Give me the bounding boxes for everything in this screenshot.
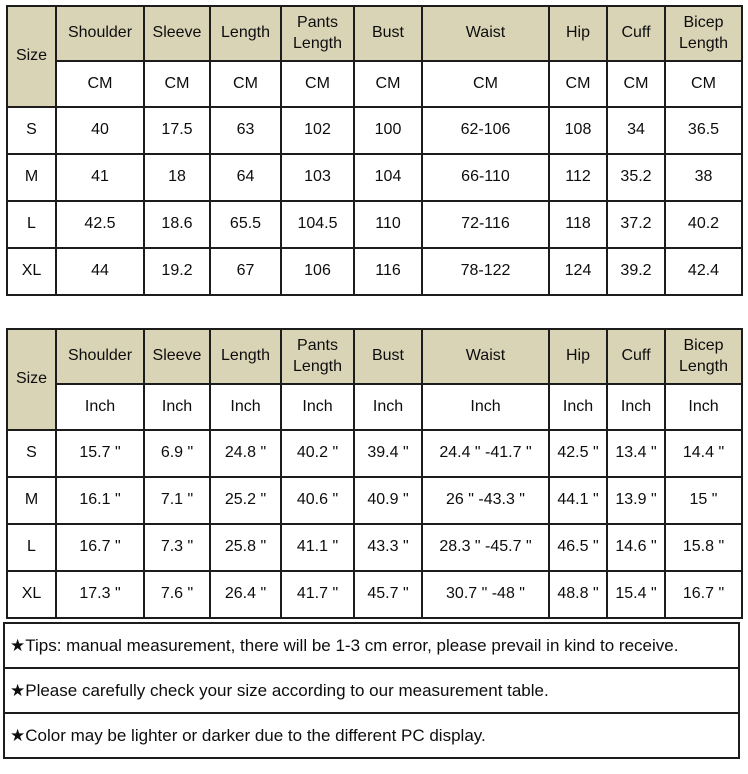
column-header: Bicep Length: [665, 6, 742, 61]
cm-size-table: [6, 5, 743, 296]
value-cell: 17.5: [144, 107, 210, 154]
value-cell: 7.6 ": [144, 571, 210, 618]
column-header: Bust: [354, 6, 422, 61]
unit-row: [7, 61, 742, 107]
value-cell: 24.4 " -41.7 ": [422, 430, 549, 477]
size-label-cell: L: [7, 201, 56, 248]
unit-cell: Inch: [281, 384, 354, 430]
value-cell: 102: [281, 107, 354, 154]
value-cell: 18: [144, 154, 210, 201]
value-cell: 7.1 ": [144, 477, 210, 524]
value-cell: 15.7 ": [56, 430, 144, 477]
value-cell: 35.2: [607, 154, 665, 201]
tip-row: [4, 668, 739, 713]
column-header: Hip: [549, 6, 607, 61]
inch-size-table: [6, 328, 743, 619]
value-cell: 18.6: [144, 201, 210, 248]
value-cell: 40: [56, 107, 144, 154]
value-cell: 39.2: [607, 248, 665, 295]
value-cell: 28.3 " -45.7 ": [422, 524, 549, 571]
tip-text: ★Please carefully check your size according to our measurement table.: [4, 668, 739, 713]
value-cell: 106: [281, 248, 354, 295]
size-label-cell: M: [7, 154, 56, 201]
column-header: Length: [210, 329, 281, 384]
column-header: Cuff: [607, 6, 665, 61]
column-header: Length: [210, 6, 281, 61]
unit-cell: CM: [210, 61, 281, 107]
value-cell: 15.8 ": [665, 524, 742, 571]
value-cell: 16.1 ": [56, 477, 144, 524]
value-cell: 46.5 ": [549, 524, 607, 571]
value-cell: 64: [210, 154, 281, 201]
value-cell: 44: [56, 248, 144, 295]
value-cell: 116: [354, 248, 422, 295]
unit-cell: CM: [607, 61, 665, 107]
unit-cell: Inch: [354, 384, 422, 430]
table-row: [7, 430, 742, 477]
column-header: Hip: [549, 329, 607, 384]
tip-row: [4, 623, 739, 668]
value-cell: 40.9 ": [354, 477, 422, 524]
table-row: [7, 524, 742, 571]
value-cell: 67: [210, 248, 281, 295]
value-cell: 41.1 ": [281, 524, 354, 571]
value-cell: 124: [549, 248, 607, 295]
column-header: Sleeve: [144, 329, 210, 384]
value-cell: 42.5 ": [549, 430, 607, 477]
value-cell: 17.3 ": [56, 571, 144, 618]
size-label-cell: S: [7, 107, 56, 154]
value-cell: 14.6 ": [607, 524, 665, 571]
value-cell: 104: [354, 154, 422, 201]
tip-text: ★Tips: manual measurement, there will be 1-3 cm error, please prevail in kind to receive.: [4, 623, 739, 668]
value-cell: 41.7 ": [281, 571, 354, 618]
unit-cell: Inch: [422, 384, 549, 430]
value-cell: 24.8 ": [210, 430, 281, 477]
value-cell: 34: [607, 107, 665, 154]
table-row: [7, 201, 742, 248]
column-header: Waist: [422, 329, 549, 384]
value-cell: 14.4 ": [665, 430, 742, 477]
value-cell: 110: [354, 201, 422, 248]
column-header-size: Size: [7, 6, 56, 107]
value-cell: 19.2: [144, 248, 210, 295]
unit-cell: Inch: [549, 384, 607, 430]
table-row: [7, 154, 742, 201]
column-header: Cuff: [607, 329, 665, 384]
value-cell: 6.9 ": [144, 430, 210, 477]
unit-cell: Inch: [210, 384, 281, 430]
value-cell: 62-106: [422, 107, 549, 154]
column-header: Sleeve: [144, 6, 210, 61]
column-header: Waist: [422, 6, 549, 61]
header-row: [7, 329, 742, 384]
value-cell: 104.5: [281, 201, 354, 248]
value-cell: 26.4 ": [210, 571, 281, 618]
table-row: [7, 477, 742, 524]
value-cell: 63: [210, 107, 281, 154]
value-cell: 36.5: [665, 107, 742, 154]
size-label-cell: XL: [7, 248, 56, 295]
value-cell: 38: [665, 154, 742, 201]
unit-cell: CM: [665, 61, 742, 107]
unit-cell: Inch: [665, 384, 742, 430]
size-label-cell: XL: [7, 571, 56, 618]
unit-cell: CM: [354, 61, 422, 107]
column-header: Bust: [354, 329, 422, 384]
value-cell: 43.3 ": [354, 524, 422, 571]
value-cell: 16.7 ": [665, 571, 742, 618]
tip-row: [4, 713, 739, 758]
value-cell: 118: [549, 201, 607, 248]
column-header: Pants Length: [281, 329, 354, 384]
value-cell: 108: [549, 107, 607, 154]
value-cell: 16.7 ": [56, 524, 144, 571]
value-cell: 13.9 ": [607, 477, 665, 524]
value-cell: 39.4 ": [354, 430, 422, 477]
size-label-cell: M: [7, 477, 56, 524]
tips-box: [3, 622, 740, 759]
size-label-cell: S: [7, 430, 56, 477]
column-header: Pants Length: [281, 6, 354, 61]
size-label-cell: L: [7, 524, 56, 571]
column-header: Shoulder: [56, 329, 144, 384]
value-cell: 26 " -43.3 ": [422, 477, 549, 524]
size-chart-page: [0, 5, 748, 774]
unit-row: [7, 384, 742, 430]
value-cell: 15.4 ": [607, 571, 665, 618]
unit-cell: Inch: [56, 384, 144, 430]
table-row: [7, 107, 742, 154]
tip-text: ★Color may be lighter or darker due to the different PC display.: [4, 713, 739, 758]
unit-cell: CM: [549, 61, 607, 107]
unit-cell: CM: [422, 61, 549, 107]
column-header-size: Size: [7, 329, 56, 430]
value-cell: 41: [56, 154, 144, 201]
unit-cell: CM: [56, 61, 144, 107]
table-row: [7, 571, 742, 618]
unit-cell: Inch: [144, 384, 210, 430]
value-cell: 65.5: [210, 201, 281, 248]
value-cell: 40.6 ": [281, 477, 354, 524]
value-cell: 25.8 ": [210, 524, 281, 571]
value-cell: 7.3 ": [144, 524, 210, 571]
value-cell: 30.7 " -48 ": [422, 571, 549, 618]
value-cell: 72-116: [422, 201, 549, 248]
value-cell: 40.2 ": [281, 430, 354, 477]
value-cell: 66-110: [422, 154, 549, 201]
unit-cell: CM: [281, 61, 354, 107]
unit-cell: Inch: [607, 384, 665, 430]
value-cell: 103: [281, 154, 354, 201]
value-cell: 13.4 ": [607, 430, 665, 477]
value-cell: 78-122: [422, 248, 549, 295]
column-header: Bicep Length: [665, 329, 742, 384]
value-cell: 112: [549, 154, 607, 201]
column-header: Shoulder: [56, 6, 144, 61]
value-cell: 42.4: [665, 248, 742, 295]
value-cell: 37.2: [607, 201, 665, 248]
value-cell: 42.5: [56, 201, 144, 248]
value-cell: 100: [354, 107, 422, 154]
value-cell: 44.1 ": [549, 477, 607, 524]
table-row: [7, 248, 742, 295]
unit-cell: CM: [144, 61, 210, 107]
value-cell: 48.8 ": [549, 571, 607, 618]
value-cell: 25.2 ": [210, 477, 281, 524]
value-cell: 15 ": [665, 477, 742, 524]
value-cell: 40.2: [665, 201, 742, 248]
value-cell: 45.7 ": [354, 571, 422, 618]
header-row: [7, 6, 742, 61]
